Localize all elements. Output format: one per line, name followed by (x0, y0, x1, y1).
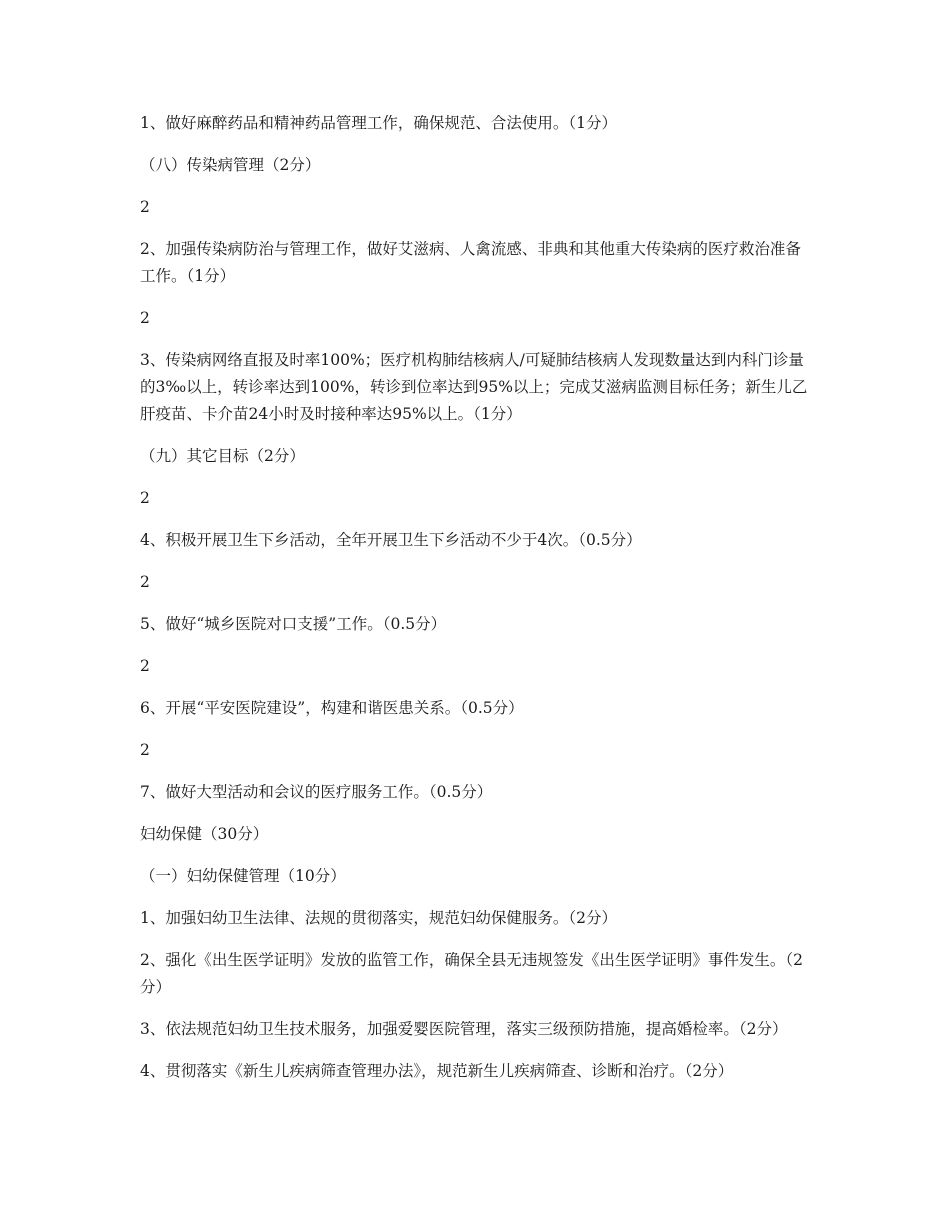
paragraph-medical-service-events: 7、做好大型活动和会议的医疗服务工作。（0.5分） (140, 783, 493, 801)
section-heading-other-targets: （九）其它目标（2分） (140, 447, 305, 465)
section-heading-infectious-disease: （八）传染病管理（2分） (140, 156, 321, 174)
page-number-marker: 2 (140, 741, 150, 759)
paragraph-network-reporting: 3、传染病网络直报及时率100%；医疗机构肺结核病人/可疑肺结核病人发现数量达到内科门诊量的3‰以上，转诊率达到100%，转诊到位率达到95%以上；完成艾滋病监测目标任务；新生儿乙肝疫苗、卡介苗24小时及时接种率达95%以上。（1分） (140, 351, 808, 423)
paragraph-birth-certificate: 2、强化《出生医学证明》发放的监管工作，确保全县无违规签发《出生医学证明》事件发生。（2分） (140, 951, 803, 996)
paragraph-newborn-screening: 4、贯彻落实《新生儿疾病筛查管理办法》，规范新生儿疾病筛查、诊断和治疗。（2分） (140, 1062, 734, 1080)
paragraph-safe-hospital: 6、开展“平安医院建设”，构建和谐医患关系。（0.5分） (140, 699, 524, 717)
page-number-marker: 2 (140, 573, 150, 591)
page-number-marker: 2 (140, 309, 150, 327)
paragraph-mch-laws: 1、加强妇幼卫生法律、法规的贯彻落实，规范妇幼保健服务。（2分） (140, 909, 617, 927)
page-number-marker: 2 (140, 489, 150, 507)
section-heading-maternal-child-health: 妇幼保健（30分） (140, 825, 269, 843)
paragraph-hospital-support: 5、做好“城乡医院对口支援”工作。（0.5分） (140, 615, 447, 633)
subsection-heading-mch-management: （一）妇幼保健管理（10分） (140, 867, 346, 885)
page-number-marker: 2 (140, 657, 150, 675)
page-number-marker: 2 (140, 198, 150, 216)
paragraph-health-to-countryside: 4、积极开展卫生下乡活动，全年开展卫生下乡活动不少于4次。（0.5分） (140, 531, 642, 549)
document-body (140, 110, 812, 1100)
paragraph-anesthetic-drugs: 1、做好麻醉药品和精神药品管理工作，确保规范、合法使用。（1分） (140, 114, 617, 132)
paragraph-infectious-disease-prevention: 2、加强传染病防治与管理工作，做好艾滋病、人禽流感、非典和其他重大传染病的医疗救治准备工作。（1分） (140, 240, 801, 285)
paragraph-mch-technical-services: 3、依法规范妇幼卫生技术服务，加强爱婴医院管理，落实三级预防措施，提高婚检率。（2分） (140, 1020, 788, 1038)
